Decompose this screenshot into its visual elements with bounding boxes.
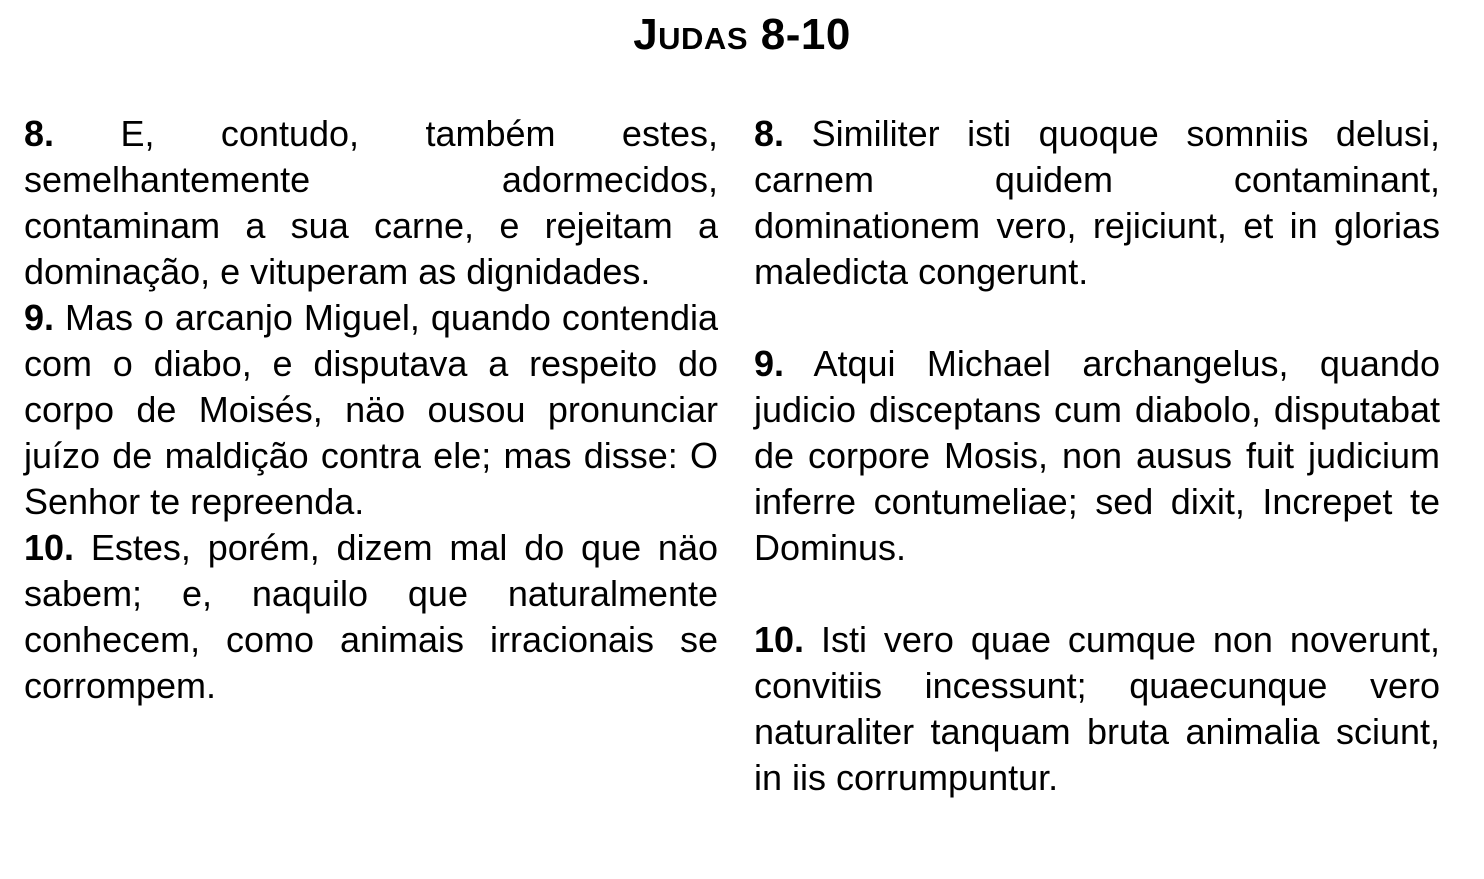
verse-number: 10.	[754, 619, 805, 660]
verse-number: 10.	[24, 527, 75, 568]
verse-10-portuguese	[24, 525, 718, 709]
page-title: Judas 8-10	[633, 10, 851, 59]
verse-8-latin	[754, 111, 1440, 341]
verse-number: 8.	[24, 113, 55, 154]
portuguese-column	[24, 111, 718, 709]
verse-number: 8.	[754, 113, 785, 154]
verse-text: Mas o arcanjo Miguel, quando contendia com o diabo, e disputava a respeito do corpo de Moisés, näo ousou pronunciar juízo de maldição contra ele; mas disse: O Senhor te repreenda.	[24, 297, 718, 522]
verse-text: Atqui Michael archangelus, quando judicio disceptans cum diabolo, disputabat de corpore Mosis, non ausus fuit judicium inferre contumeliae; sed dixit, Increpet te Dominus.	[754, 343, 1440, 568]
verse-9-portuguese	[24, 295, 718, 525]
verse-9-latin	[754, 341, 1440, 617]
verse-text: Estes, porém, dizem mal do que näo sabem; e, naquilo que naturalmente conhecem, como animais irracionais se corrompem.	[24, 527, 718, 706]
verse-8-portuguese	[24, 111, 718, 295]
verse-text: E, contudo, também estes, semelhantemente adormecidos, contaminam a sua carne, e rejeitam a dominação, e vituperam as dignidades.	[24, 113, 718, 292]
verse-number: 9.	[754, 343, 785, 384]
verse-text: Similiter isti quoque somniis delusi, carnem quidem contaminant, dominationem vero, rejiciunt, et in glorias maledicta congerunt.	[754, 113, 1440, 292]
latin-column	[754, 111, 1440, 801]
verse-number: 9.	[24, 297, 55, 338]
verse-10-latin	[754, 617, 1440, 801]
verse-text: Isti vero quae cumque non noverunt, convitiis incessunt; quaecunque vero naturaliter tanquam bruta animalia sciunt, in iis corrumpuntur.	[754, 619, 1440, 798]
